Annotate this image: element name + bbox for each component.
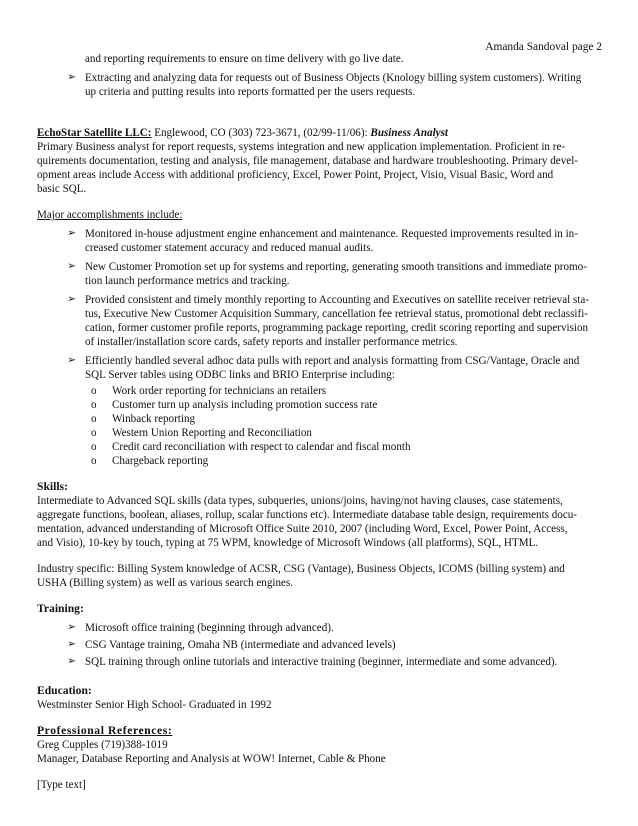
footer-placeholder: [Type text]	[37, 779, 86, 791]
bullet-line: Extracting and analyzing data for requests out of Business Objects (Knology billing system customers). Writing	[85, 72, 582, 84]
job-header	[37, 126, 597, 140]
arrow-bullet-icon: ➢	[67, 355, 76, 366]
industry-line: Industry specific: Billing System knowledge of ACSR, CSG (Vantage), Business Objects, ICOMS (billing system) and	[37, 563, 565, 575]
skills-line: Intermediate to Advanced SQL skills (data types, subqueries, unions/joins, having/not having clauses, case statements,	[37, 495, 563, 507]
description-line: quirements documentation, testing and analysis, file management, database and hardware troubleshooting. Primary devel-	[37, 155, 578, 167]
reference-line: Manager, Database Reporting and Analysis at WOW! Internet, Cable & Phone	[37, 753, 386, 765]
description-line: opment areas include Access with additional proficiency, Excel, Power Point, Project, Visio, Visual Basic, Word and	[37, 169, 554, 181]
skills-paragraph	[37, 494, 597, 550]
industry-line: USHA (Billing system) as well as various search engines.	[37, 577, 294, 589]
accomplishment-line: tus, Executive New Customer Acquisition Summary, cancellation fee retrieval status, promotional debt reclassifi-	[85, 308, 588, 320]
accomplishment-item	[37, 354, 597, 382]
employer-name: EchoStar Satellite LLC:	[37, 127, 152, 139]
training-heading: Training:	[37, 602, 84, 615]
sub-bullet-text: Chargeback reporting	[112, 455, 209, 467]
sub-bullet-item	[37, 412, 597, 426]
circle-bullet-icon: o	[91, 455, 97, 467]
accomplishment-item	[37, 227, 597, 255]
accomplishment-line: Monitored in-house adjustment engine enhancement and maintenance. Requested improvements resulted in in-	[85, 228, 578, 240]
job-description	[37, 140, 597, 196]
sub-bullet-item	[37, 426, 597, 440]
arrow-bullet-icon: ➢	[67, 72, 76, 83]
arrow-bullet-icon: ➢	[67, 294, 76, 305]
accomplishment-line: SQL Server tables using ODBC links and BRIO Enterprise including:	[85, 369, 395, 381]
sub-bullet-item	[37, 454, 597, 468]
accomplishment-line: New Customer Promotion set up for systems and reporting, generating smooth transitions and immediate promo-	[85, 261, 587, 273]
reference-line: Greg Cupples (719)388-1019	[37, 739, 168, 751]
arrow-bullet-icon: ➢	[67, 639, 76, 650]
description-line: basic SQL.	[37, 183, 87, 195]
circle-bullet-icon: o	[91, 413, 97, 425]
training-text: Microsoft office training (beginning through advanced).	[85, 622, 334, 634]
page-header: Amanda Sandoval page 2	[485, 41, 602, 53]
education-heading: Education:	[37, 684, 92, 697]
training-item	[37, 621, 597, 635]
sub-bullet-text: Winback reporting	[112, 413, 196, 425]
training-text: SQL training through online tutorials and interactive training (beginner, intermediate and some advanced).	[85, 656, 558, 668]
sub-bullet-list	[37, 384, 597, 468]
training-text: CSG Vantage training, Omaha NB (intermediate and advanced levels)	[85, 639, 396, 651]
description-line: Primary Business analyst for report requests, systems integration and new application implementation. Proficient in re-	[37, 141, 566, 153]
sub-bullet-text: Credit card reconciliation with respect to calendar and fiscal month	[112, 441, 411, 453]
sub-bullet-text: Work order reporting for technicians an retailers	[112, 385, 327, 397]
accomplishment-line: of installer/installation score cards, safety reports and installer performance metrics.	[85, 336, 458, 348]
arrow-bullet-icon: ➢	[67, 261, 76, 272]
arrow-bullet-icon: ➢	[67, 622, 76, 633]
arrow-bullet-icon: ➢	[67, 656, 76, 667]
circle-bullet-icon: o	[91, 441, 97, 453]
circle-bullet-icon: o	[91, 399, 97, 411]
sub-bullet-item	[37, 440, 597, 454]
skills-line: aggregate functions, boolean, aliases, rollup, scalar functions etc). Intermediate database table design, requirements docu-	[37, 509, 577, 521]
industry-paragraph	[37, 562, 597, 590]
skills-heading: Skills:	[37, 480, 68, 493]
accomplishment-line: tion launch performance metrics and tracking.	[85, 275, 290, 287]
job-title: Business Analyst	[370, 127, 449, 139]
training-item	[37, 655, 597, 669]
employer-details: Englewood, CO (303) 723-3671, (02/99-11/06):	[151, 127, 371, 139]
sub-bullet-text: Customer turn up analysis including promotion success rate	[112, 399, 378, 411]
circle-bullet-icon: o	[91, 385, 97, 397]
bullet-item	[37, 71, 597, 99]
sub-bullet-text: Western Union Reporting and Reconciliation	[112, 427, 312, 439]
education-line: Westminster Senior High School- Graduated in 1992	[37, 699, 272, 711]
sub-bullet-item	[37, 384, 597, 398]
accomplishment-line: Efficiently handled several adhoc data pulls with report and analysis formatting from CSG/Vantage, Oracle and	[85, 355, 580, 367]
references-heading: Professional References:	[37, 724, 173, 737]
accomplishment-line: Provided consistent and timely monthly reporting to Accounting and Executives on satellite receiver retrieval sta-	[85, 294, 590, 306]
continued-bullet-line: and reporting requirements to ensure on time delivery with go live date.	[85, 53, 404, 65]
arrow-bullet-icon: ➢	[67, 228, 76, 239]
skills-line: mentation, advanced understanding of Microsoft Office Suite 2010, 2007 (including Word, Excel, Power Point, Access,	[37, 523, 568, 535]
accomplishment-line: creased customer statement accuracy and reduced manual audits.	[85, 242, 374, 254]
accomplishments-label: Major accomplishments include:	[37, 209, 183, 221]
circle-bullet-icon: o	[91, 427, 97, 439]
training-item	[37, 638, 597, 652]
skills-line: and Visio), 10-key by touch, typing at 75 WPM, knowledge of Microsoft Windows (all platforms), SQL, HTML.	[37, 537, 539, 549]
sub-bullet-item	[37, 398, 597, 412]
accomplishment-item	[37, 260, 597, 288]
accomplishment-line: cation, former customer profile reports, programming package reporting, credit scoring reporting and supervision	[85, 322, 589, 334]
resume-content	[37, 52, 597, 792]
bullet-line: up criteria and putting results into reports formatted per the users requests.	[85, 86, 416, 98]
accomplishment-item	[37, 293, 597, 349]
